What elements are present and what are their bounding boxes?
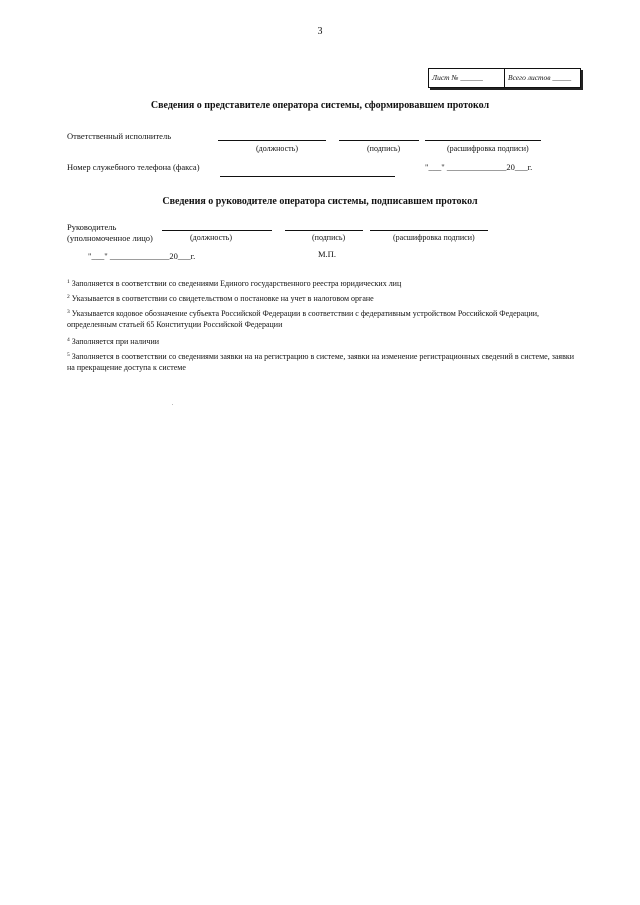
head-label: Руководитель (67, 222, 117, 232)
head-signature-line (285, 230, 363, 231)
footnote-4 (67, 335, 582, 347)
footnote-5-number: 5 (67, 352, 70, 358)
sheet-counter-box (428, 68, 581, 88)
executor-decoding-line (425, 140, 541, 141)
footnote-5-text: Заполняется в соответствии со сведениями заявки на на регистрацию в системе, заявки на изменение регистрационных сведений в системе, заявки на прекращение доступа к системе (67, 352, 575, 372)
footnote-1 (67, 277, 582, 289)
footnote-3-number: 3 (67, 309, 70, 315)
executor-label: Ответственный исполнитель (67, 131, 172, 141)
footnote-2-text: Указывается в соответствии со свидетельством о постановке на учет в налоговом органе (71, 294, 374, 303)
head-decoding-line (370, 230, 488, 231)
footnote-2 (67, 292, 582, 304)
executor-signature-line (339, 140, 419, 141)
head-position-line (162, 230, 272, 231)
executor-decoding-caption: (расшифровка подписи) (447, 144, 529, 153)
executor-signature-caption: (подпись) (367, 144, 401, 153)
executor-position-line (218, 140, 326, 141)
phone-line (220, 176, 395, 177)
footnote-4-number: 4 (67, 337, 70, 343)
footnote-1-text: Заполняется в соответствии со сведениями Единого государственного реестра юридических лиц (71, 279, 402, 288)
stamp-label: М.П. (318, 249, 336, 259)
representative-heading: Сведения о представителе оператора системы, сформировавшем протокол (150, 100, 490, 111)
head-date: "___" ______________20___г. (88, 251, 196, 261)
head-position-caption: (должность) (190, 233, 232, 242)
footnote-2-number: 2 (67, 294, 70, 300)
head-heading: Сведения о руководителе оператора системы, подписавшем протокол (162, 196, 478, 207)
sheet-number-field: Лист № ______ (432, 73, 483, 82)
phone-label: Номер служебного телефона (факса) (67, 162, 200, 172)
representative-date: "___" ______________20___г. (425, 162, 533, 172)
footnote-3 (67, 307, 582, 330)
footnote-5 (67, 350, 582, 373)
authorized-label: (уполномоченное лицо) (67, 233, 153, 243)
head-decoding-caption: (расшифровка подписи) (393, 233, 475, 242)
executor-position-caption: (должность) (256, 144, 298, 153)
footnote-1-number: 1 (67, 279, 70, 285)
page-number: 3 (317, 26, 323, 37)
footnote-3-text: Указывается кодовое обозначение субъекта Российской Федерации в соответствии с федеративным устройством Российской Федерации, определенным статьей 65 Конституции Российской Федерации (67, 309, 540, 329)
scan-speck (172, 404, 173, 405)
total-sheets-field: Всего листов _____ (504, 69, 580, 87)
head-signature-caption: (подпись) (312, 233, 346, 242)
footnote-4-text: Заполняется при наличии (71, 337, 160, 346)
